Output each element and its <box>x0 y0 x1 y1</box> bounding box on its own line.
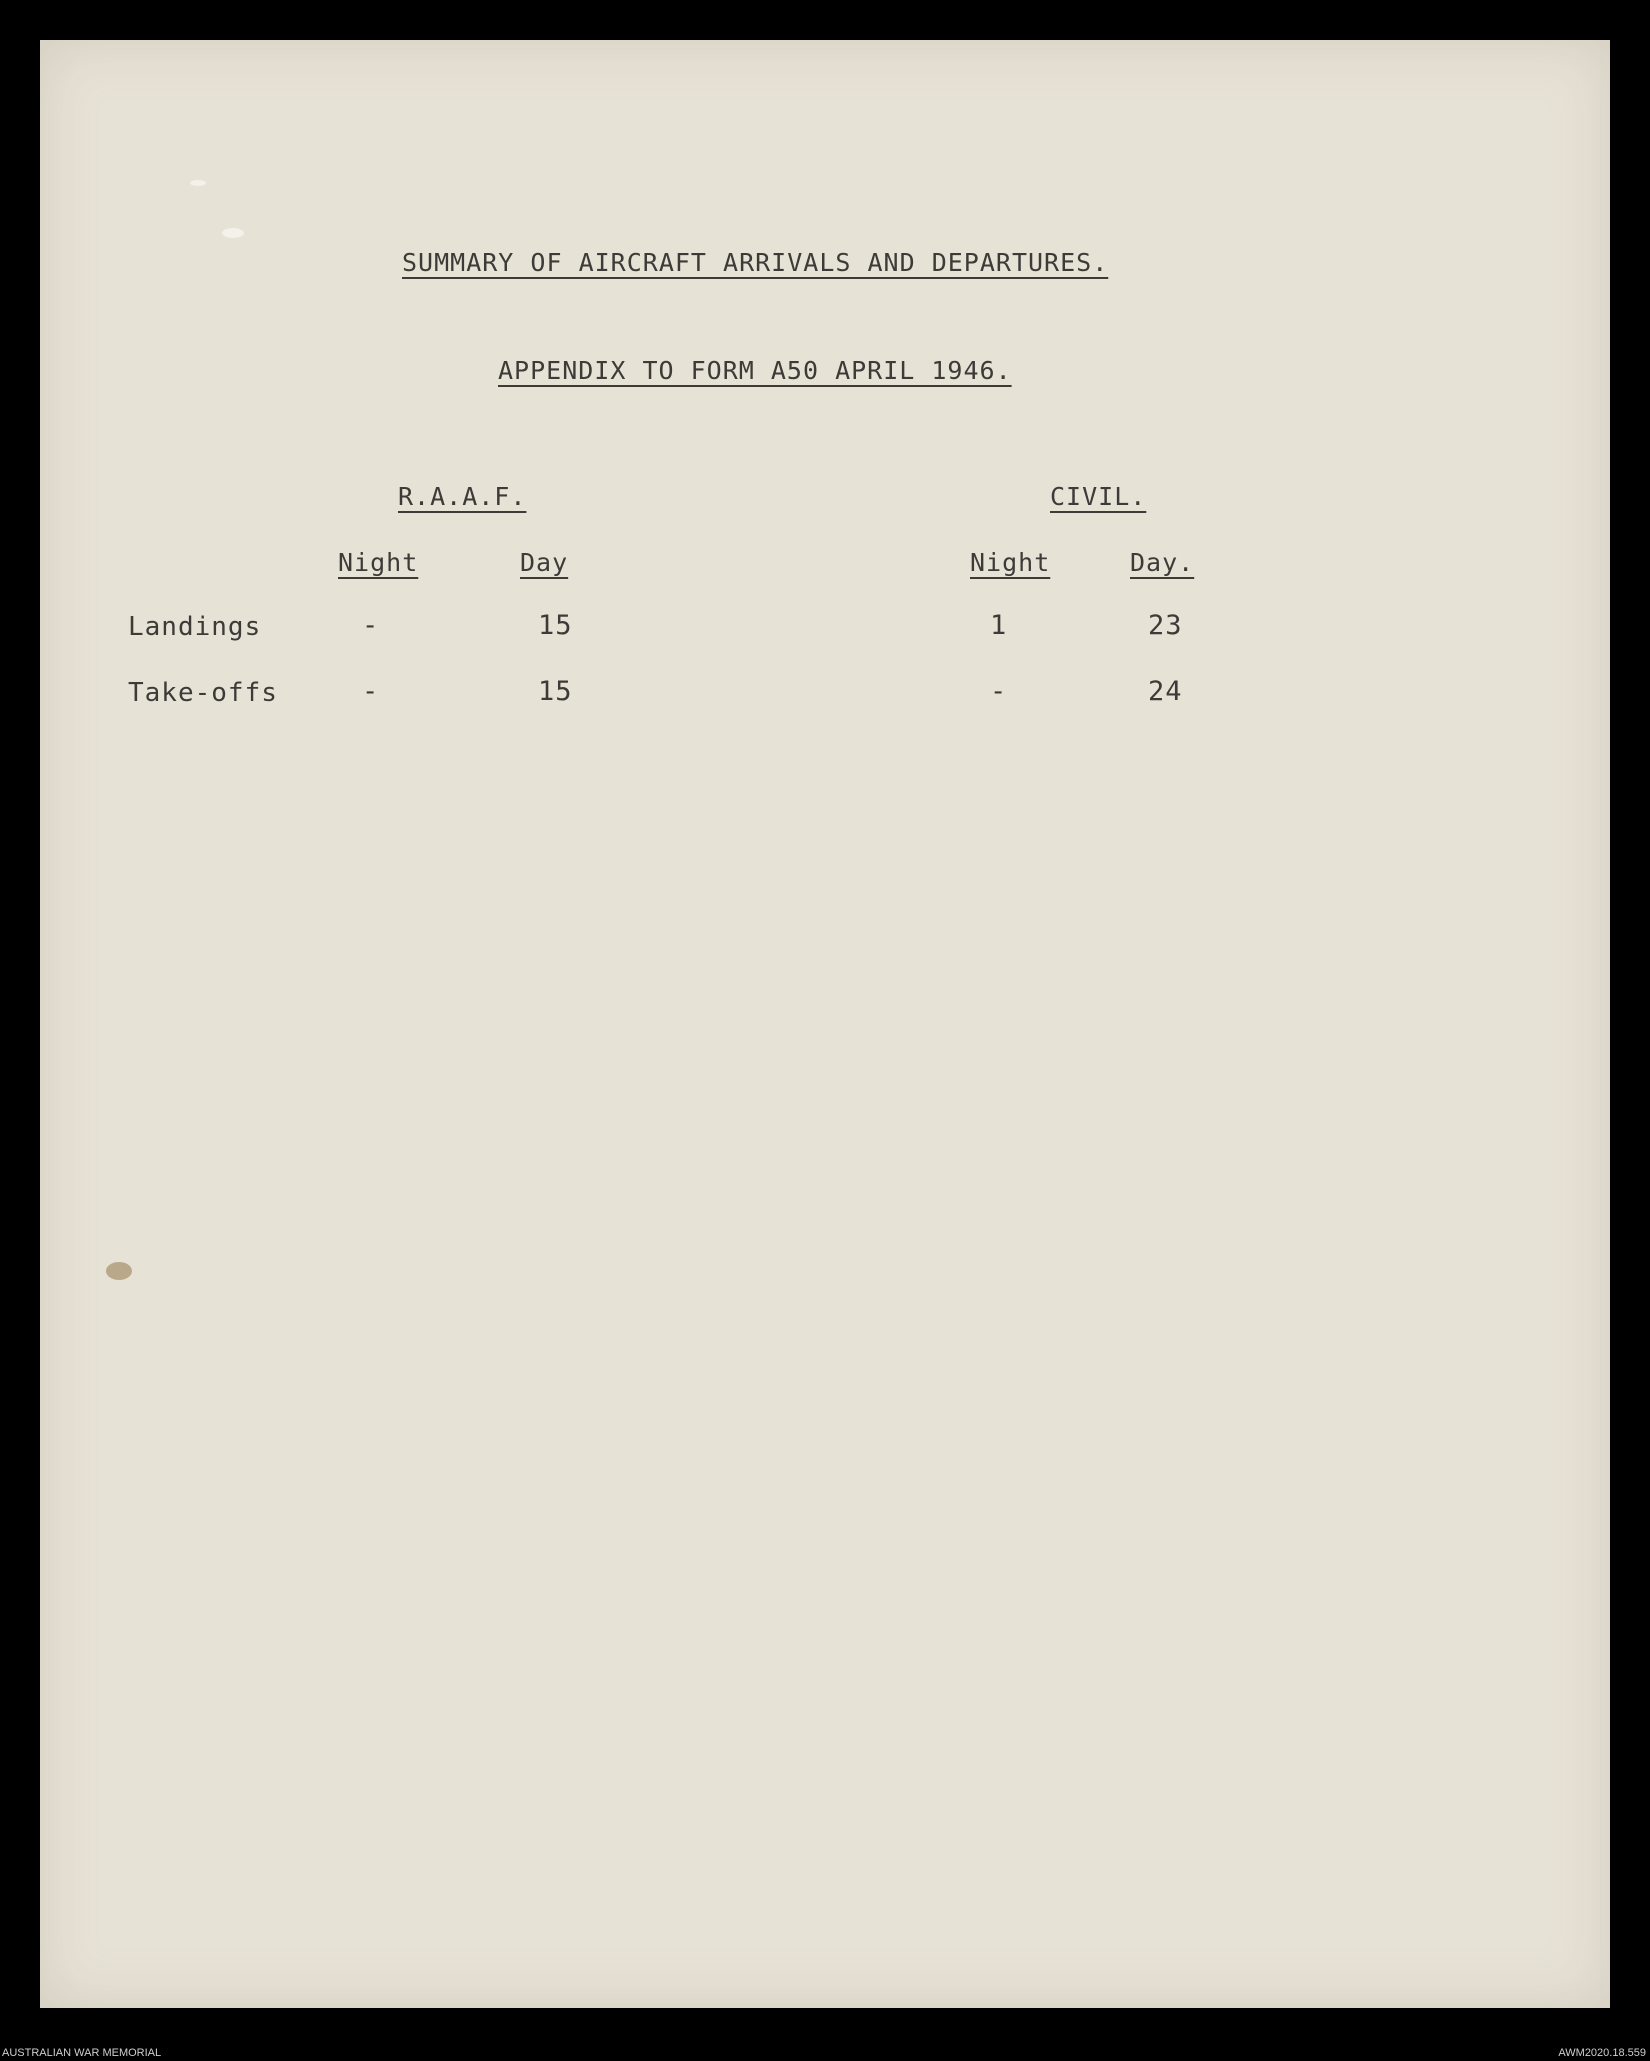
cell-raaf-night-take-offs: - <box>362 676 380 707</box>
cell-raaf-night-landings: - <box>362 610 380 641</box>
cell-civil-day-landings: 23 <box>1148 610 1183 641</box>
cell-civil-night-take-offs: - <box>990 676 1008 707</box>
column-header-civil-night: Night <box>970 548 1051 577</box>
column-header-raaf-night: Night <box>338 548 419 577</box>
cell-raaf-day-landings: 15 <box>538 610 573 641</box>
group-header-raaf: R.A.A.F. <box>398 482 527 511</box>
document-subtitle: APPENDIX TO FORM A50 APRIL 1946. <box>498 356 1012 385</box>
cell-civil-day-take-offs: 24 <box>1148 676 1183 707</box>
cell-civil-night-landings: 1 <box>990 610 1008 641</box>
document-title: SUMMARY OF AIRCRAFT ARRIVALS AND DEPARTURES. <box>402 248 1109 277</box>
cell-raaf-day-take-offs: 15 <box>538 676 573 707</box>
paper-blemish <box>222 228 244 238</box>
group-header-civil: CIVIL. <box>1050 482 1147 511</box>
document-page <box>40 40 1610 2008</box>
row-label-take-offs: Take-offs <box>128 678 278 708</box>
row-label-landings: Landings <box>128 612 262 642</box>
paper-blemish <box>190 180 206 186</box>
column-header-raaf-day: Day <box>520 548 569 577</box>
footer-credit: AUSTRALIAN WAR MEMORIAL <box>2 2047 162 2059</box>
column-header-civil-day: Day. <box>1130 548 1195 577</box>
paper-stain <box>106 1262 132 1280</box>
footer-accession-number: AWM2020.18.559 <box>1558 2047 1646 2059</box>
